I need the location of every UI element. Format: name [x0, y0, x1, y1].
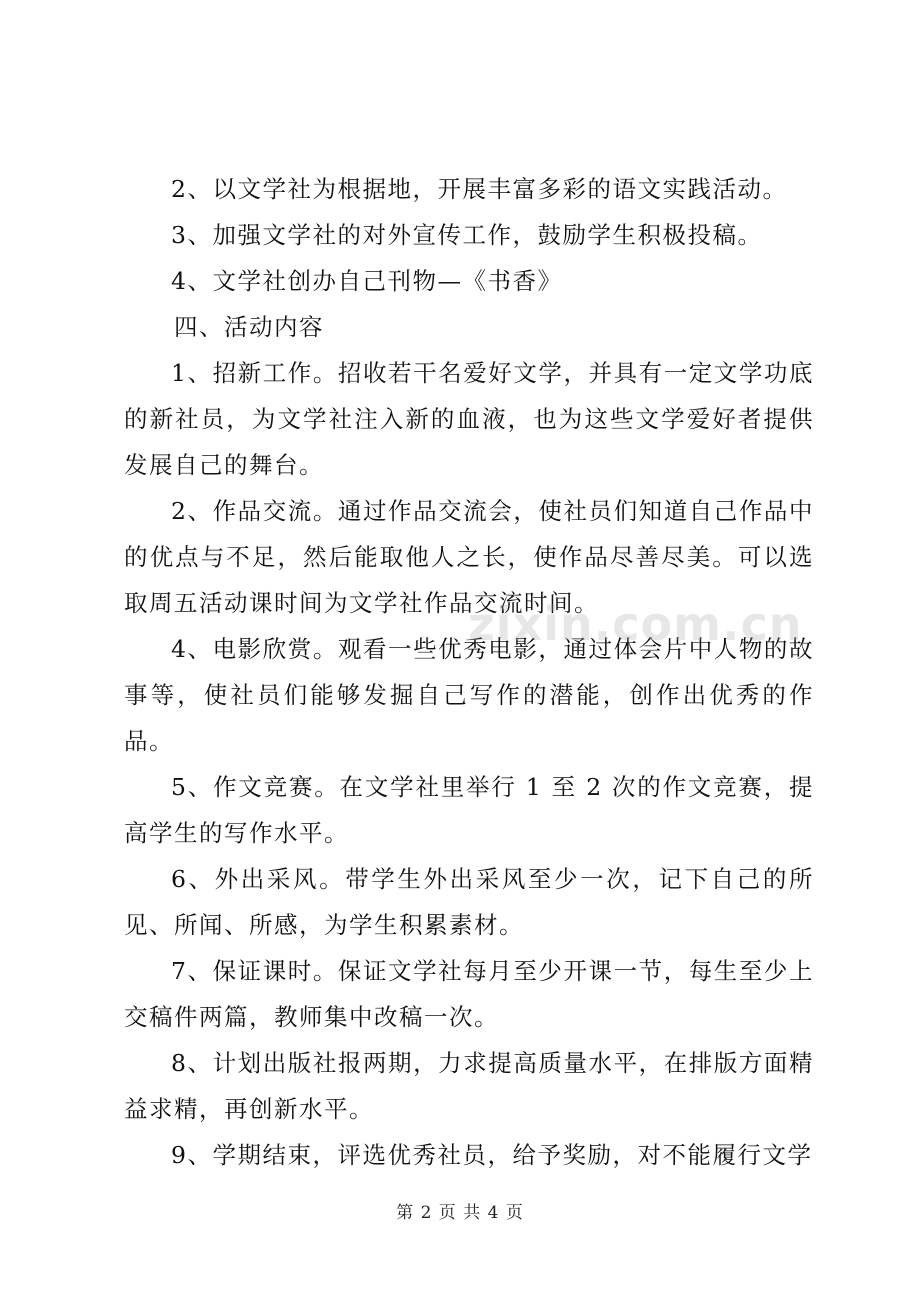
- paragraph-goal-2: 2、以文学社为根据地，开展丰富多彩的语文实践活动。: [171, 175, 788, 203]
- section-heading-activities: 四、活动内容: [174, 313, 324, 341]
- paragraph-activity-9: 9、学期结束，评选优秀社员，给予奖励，对不能履行文学: [171, 1141, 813, 1169]
- page-footer: 第 2 页 共 4 页: [396, 1203, 524, 1223]
- paragraph-activity-7: 7、保证课时。保证文学社每月至少开课一节，每生至少上交稿件两篇，教师集中改稿一次。: [124, 957, 814, 1031]
- paragraph-goal-4: 4、文学社创办自己刊物—《书香》: [171, 267, 563, 295]
- paragraph-goal-3: 3、加强文学社的对外宣传工作，鼓励学生积极投稿。: [171, 221, 763, 249]
- paragraph-activity-1: 1、招新工作。招收若干名爱好文学，并具有一定文学功底的新社员，为文学社注入新的血液，也为这些文学爱好者提供发展自己的舞台。: [124, 359, 814, 479]
- paragraph-activity-5: 5、作文竞赛。在文学社里举行 1 至 2 次的作文竞赛，提高学生的写作水平。: [124, 773, 814, 847]
- watermark: zixin.com.cn: [468, 597, 803, 651]
- document-body: [124, 166, 814, 1178]
- paragraph-activity-6: 6、外出采风。带学生外出采风至少一次，记下自己的所见、所闻、所感，为学生积累素材。: [124, 865, 814, 939]
- paragraph-activity-2: 2、作品交流。通过作品交流会，使社员们知道自己作品中的优点与不足，然后能取他人之长，使作品尽善尽美。可以选取周五活动课时间为文学社作品交流时间。: [124, 497, 814, 617]
- paragraph-activity-4: 4、电影欣赏。观看一些优秀电影，通过体会片中人物的故事等，使社员们能够发掘自己写作的潜能，创作出优秀的作品。: [124, 635, 814, 755]
- paragraph-activity-8: 8、计划出版社报两期，力求提高质量水平，在排版方面精益求精，再创新水平。: [124, 1049, 814, 1123]
